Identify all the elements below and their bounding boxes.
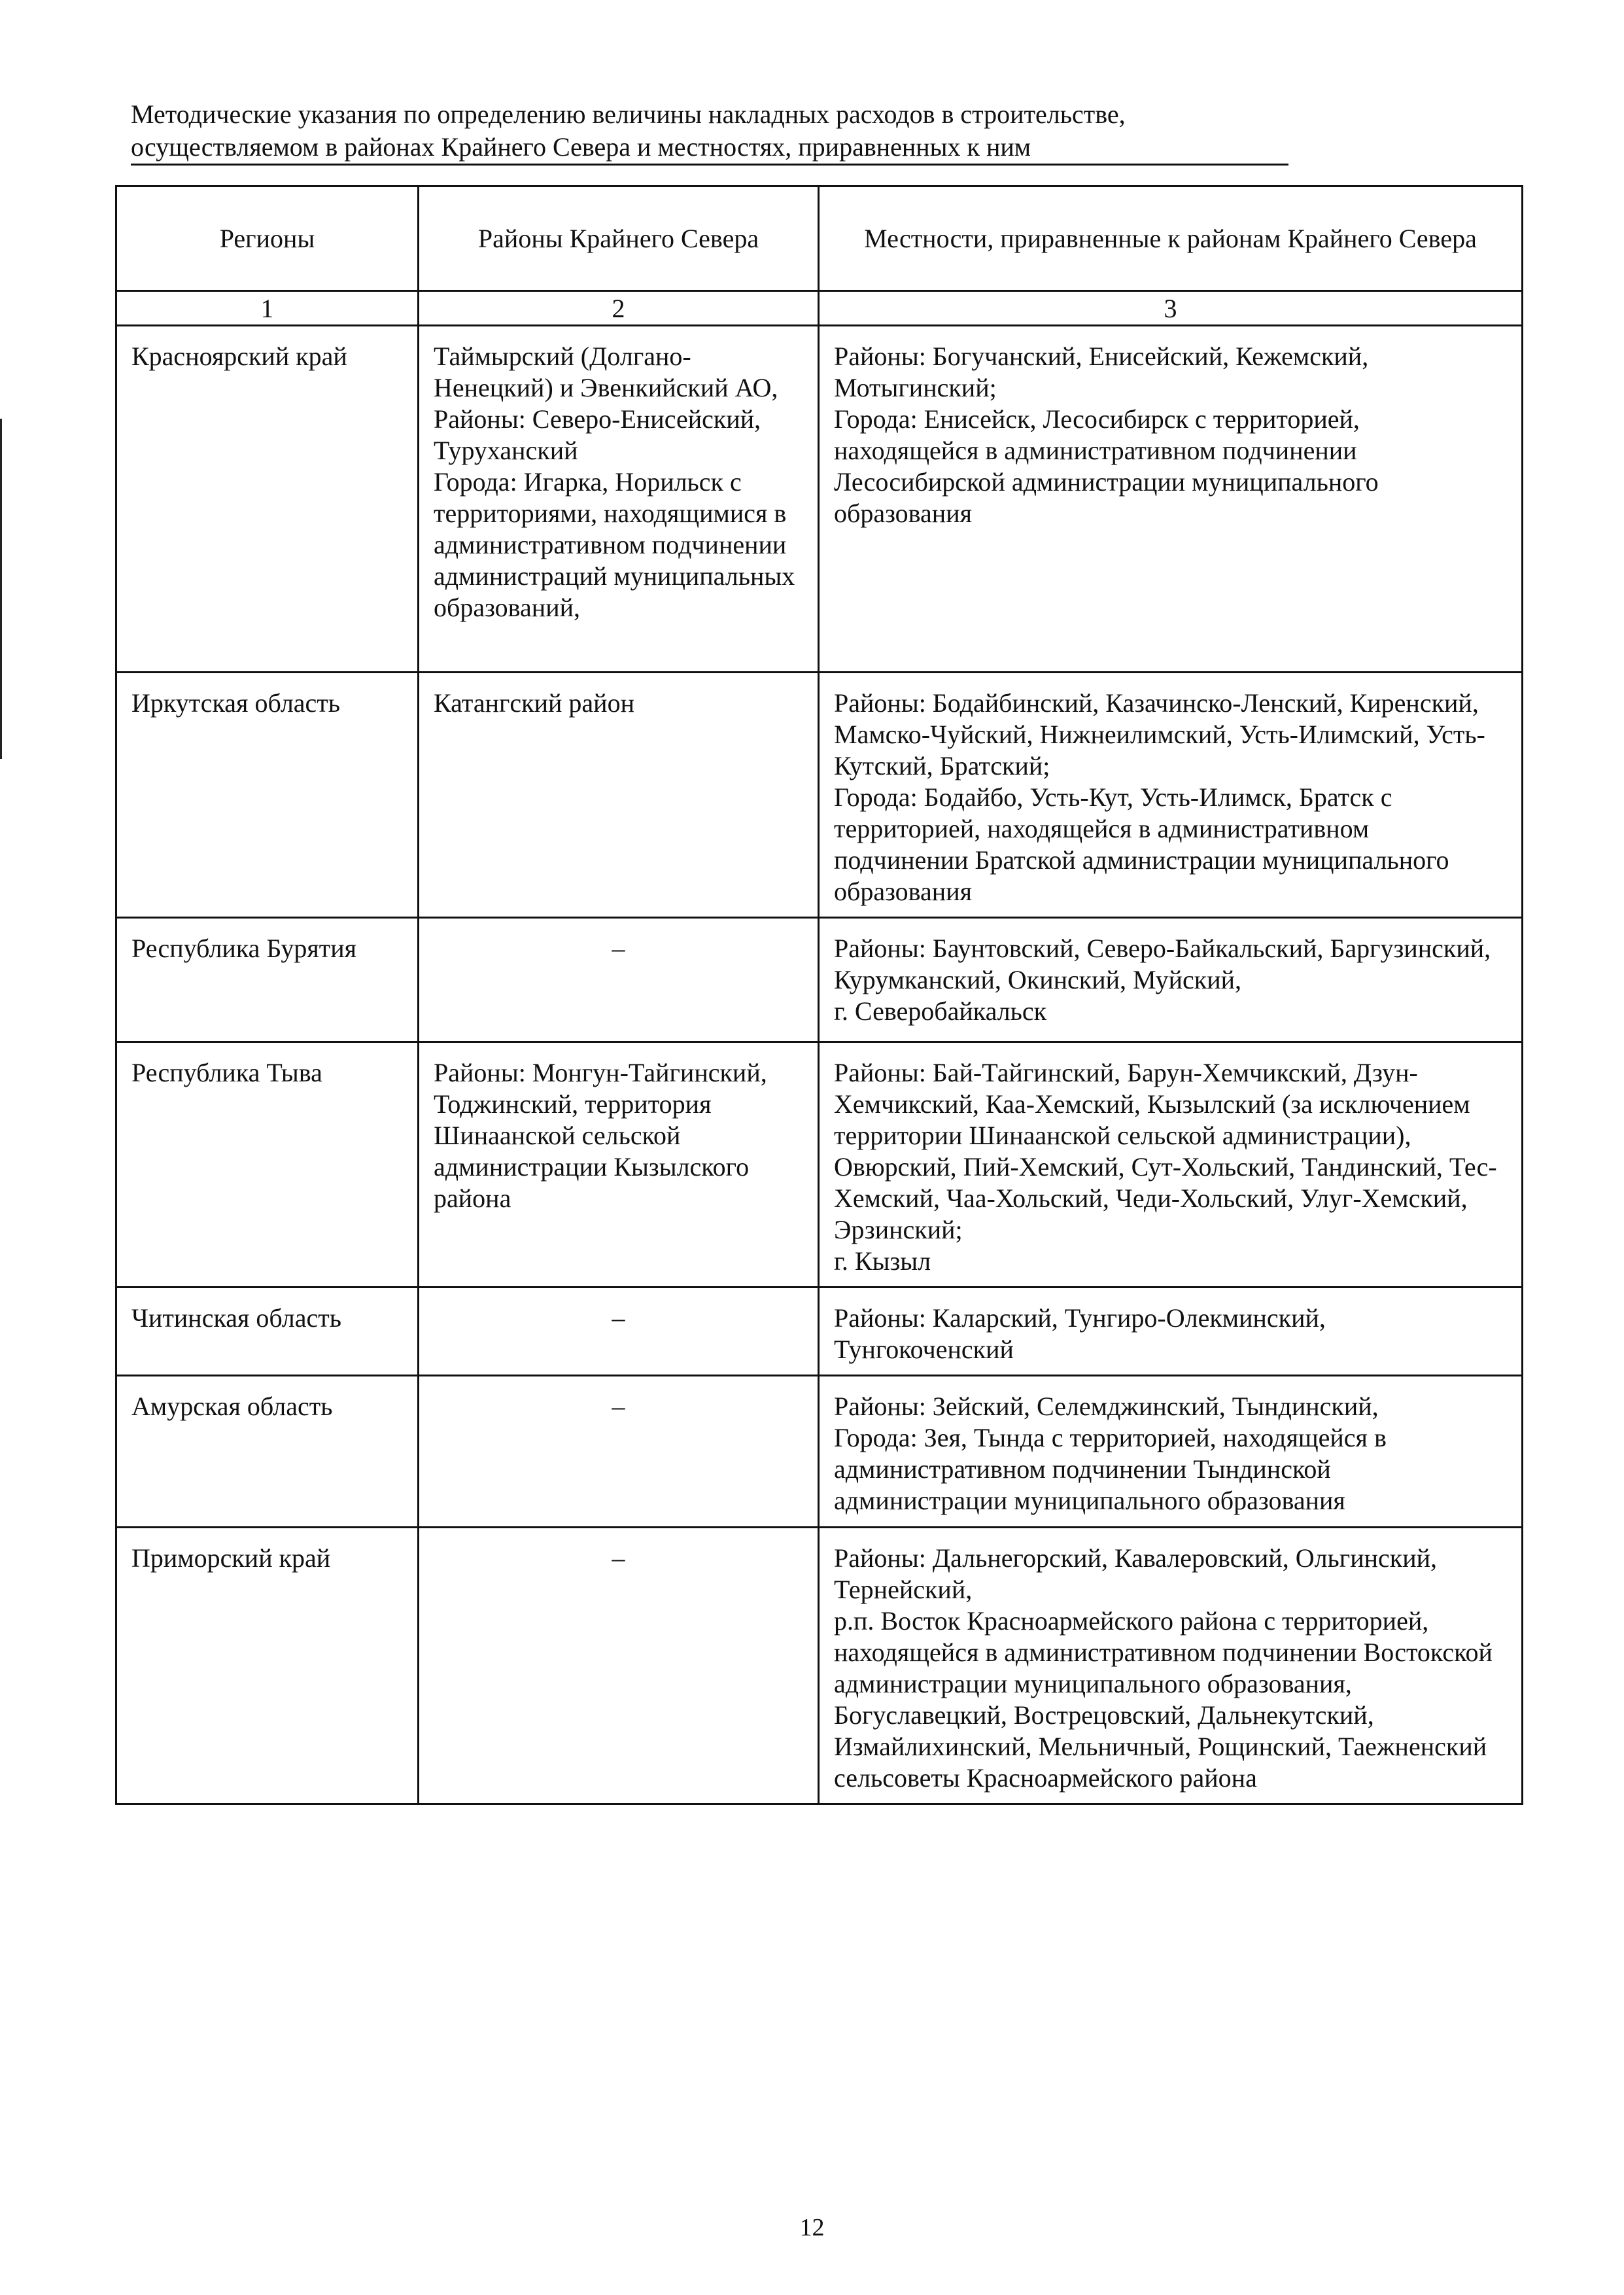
- equivalent-cell: [819, 673, 1523, 918]
- far-north-cell: [419, 673, 819, 918]
- header-line-2: осуществляемом в районах Крайнего Севера и местностях, приравненных к ним: [131, 131, 1288, 166]
- header-line-1: Методические указания по определению величины накладных расходов в строительстве,: [131, 99, 1126, 129]
- header-regions: Регионы: [116, 186, 419, 291]
- table-row: [116, 1376, 1523, 1528]
- far-north-cell: [419, 1528, 819, 1804]
- equivalent-cell: [819, 326, 1523, 673]
- column-number: 1: [116, 291, 419, 326]
- far-north-line: –: [612, 1392, 625, 1421]
- equivalent-line: Районы: Баунтовский, Северо-Байкальский, Баргузинский, Курумканский, Окинский, Муйский,: [834, 934, 1491, 994]
- equivalent-cell: [819, 918, 1523, 1042]
- scan-edge-mark: [0, 419, 2, 759]
- equivalent-line: Города: Бодайбо, Усть-Кут, Усть-Илимск, Братск с территорией, находящейся в административном подчинении Братской администрации муниципального образования: [834, 782, 1449, 906]
- table-row: [116, 918, 1523, 1042]
- page-number: 12: [799, 2214, 825, 2241]
- region-cell: Читинская область: [116, 1288, 419, 1376]
- equivalent-cell: [819, 1376, 1523, 1528]
- equivalent-line: Районы: Дальнегорский, Кавалеровский, Ольгинский, Тернейский,: [834, 1543, 1438, 1604]
- table-row: [116, 673, 1523, 918]
- equivalent-cell: [819, 1288, 1523, 1376]
- equivalent-line: Районы: Бодайбинский, Казачинско-Ленский, Киренский, Мамско-Чуйский, Нижнеилимский, Усть-Илимский, Усть-Кутский, Братский;: [834, 688, 1485, 780]
- equivalent-line: Районы: Зейский, Селемджинский, Тындинский,: [834, 1392, 1379, 1421]
- far-north-line: Катангский район: [434, 688, 634, 718]
- header-equivalent: Местности, приравненные к районам Крайнего Севера: [819, 186, 1523, 291]
- column-number-row: [116, 291, 1523, 326]
- equivalent-line: г. Кызыл: [834, 1246, 931, 1276]
- table-row: [116, 1042, 1523, 1288]
- region-cell: Республика Бурятия: [116, 918, 419, 1042]
- far-north-line: Города: Игарка, Норильск с территориями, находящимися в административном подчинении администраций муниципальных образований,: [434, 467, 795, 622]
- table-row: [116, 326, 1523, 673]
- region-cell: Иркутская область: [116, 673, 419, 918]
- far-north-line: –: [612, 934, 625, 963]
- region-cell: Приморский край: [116, 1528, 419, 1804]
- equivalent-line: Города: Зея, Тында с территорией, находящейся в административном подчинении Тындинской администрации муниципального образования: [834, 1423, 1387, 1515]
- far-north-cell: [419, 326, 819, 673]
- region-cell: Красноярский край: [116, 326, 419, 673]
- page-header: [131, 98, 1288, 166]
- header-far-north: Районы Крайнего Севера: [419, 186, 819, 291]
- table-header-row: [116, 186, 1523, 291]
- far-north-cell: [419, 1042, 819, 1288]
- region-cell: Республика Тыва: [116, 1042, 419, 1288]
- table-row: [116, 1528, 1523, 1804]
- column-number: 3: [819, 291, 1523, 326]
- equivalent-line: Районы: Каларский, Тунгиро-Олекминский, Тунгокоченский: [834, 1303, 1326, 1364]
- equivalent-cell: [819, 1528, 1523, 1804]
- far-north-line: –: [612, 1543, 625, 1573]
- column-number: 2: [419, 291, 819, 326]
- equivalent-line: р.п. Восток Красноармейского района с территорией, находящейся в административном подчинении Востокской администрации муниципального образования, Богуславецкий, Вострецовский, Дальнекутский, Измайлихинский, Мельничный, Рощинский, Таежненский сельсоветы Красноармейского района: [834, 1606, 1493, 1793]
- far-north-cell: [419, 918, 819, 1042]
- regions-table: [115, 185, 1523, 1805]
- region-cell: Амурская область: [116, 1376, 419, 1528]
- table-row: [116, 1288, 1523, 1376]
- far-north-line: Районы: Монгун-Тайгинский, Тоджинский, территория Шинаанской сельской администрации Кызылского района: [434, 1058, 767, 1213]
- equivalent-line: Районы: Богучанский, Енисейский, Кежемский, Мотыгинский;: [834, 342, 1369, 402]
- equivalent-line: Районы: Бай-Тайгинский, Барун-Хемчикский, Дзун-Хемчикский, Каа-Хемский, Кызылский (за исключением территории Шинаанской сельской администрации), Овюрский, Пий-Хемский, Сут-Хольский, Тандинский, Тес-Хемский, Чаа-Хольский, Чеди-Хольский, Улуг-Хемский, Эрзинский;: [834, 1058, 1497, 1244]
- far-north-line: Таймырский (Долгано-Ненецкий) и Эвенкийский АО,: [434, 342, 778, 402]
- far-north-line: Районы: Северо-Енисейский, Туруханский: [434, 404, 761, 465]
- far-north-line: –: [612, 1303, 625, 1333]
- equivalent-line: Города: Енисейск, Лесосибирск с территорией, находящейся в административном подчинении Лесосибирской администрации муниципального образования: [834, 404, 1379, 528]
- far-north-cell: [419, 1376, 819, 1528]
- equivalent-line: г. Северобайкальск: [834, 996, 1047, 1026]
- far-north-cell: [419, 1288, 819, 1376]
- equivalent-cell: [819, 1042, 1523, 1288]
